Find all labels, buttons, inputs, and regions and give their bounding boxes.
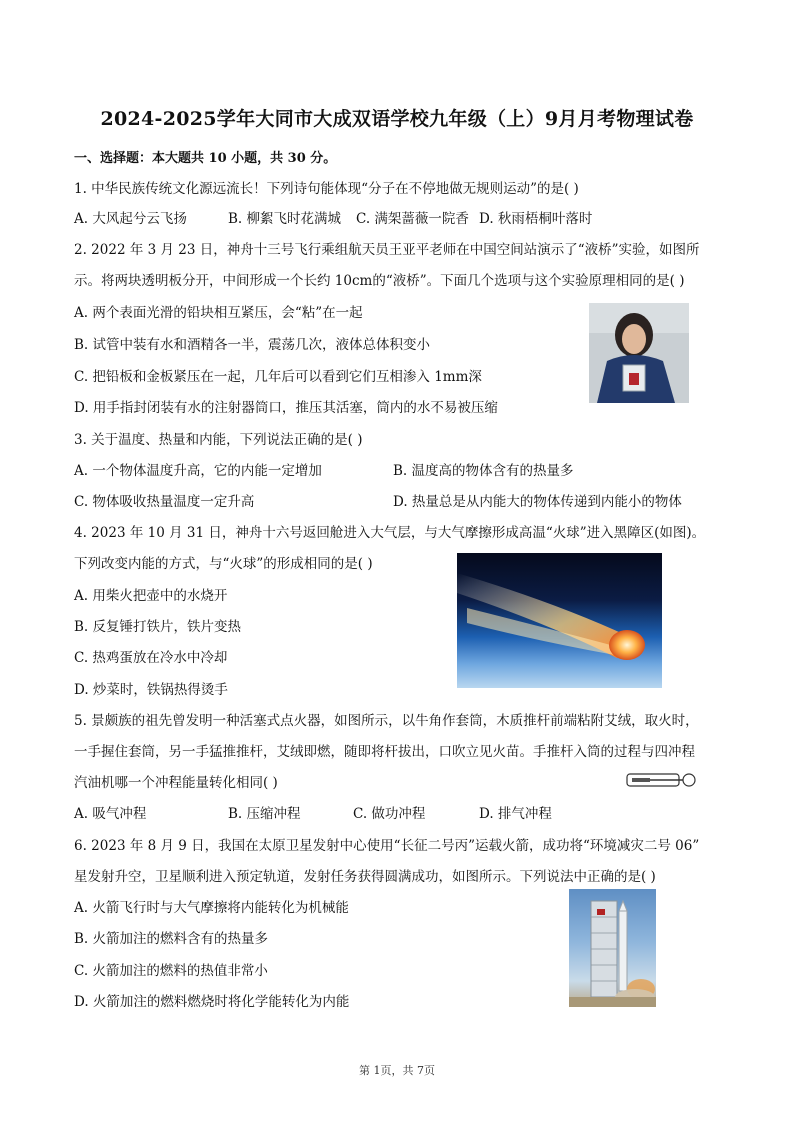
question-6-option-a: A. 火箭飞行时与大气摩擦将内能转化为机械能	[74, 900, 349, 916]
question-4-stem-line-2: 下列改变内能的方式，与“火球”的形成相同的是( )	[74, 556, 373, 572]
question-2-option-d: D. 用手指封闭装有水的注射器筒口，推压其活塞，筒内的水不易被压缩	[74, 400, 498, 416]
question-6-option-c: C. 火箭加注的燃料的热值非常小	[74, 963, 268, 979]
question-4-option-c: C. 热鸡蛋放在冷水中冷却	[74, 650, 228, 666]
question-6-option-d: D. 火箭加注的燃料燃烧时将化学能转化为内能	[74, 994, 350, 1010]
question-3-option-a: A. 一个物体温度升高，它的内能一定增加	[74, 463, 322, 479]
question-2-stem-line-2: 示。将两块透明板分开，中间形成一个长约 10cm的“液桥”。下面几个选项与这个实验原理相同的是( )	[74, 273, 685, 289]
question-3-option-c: C. 物体吸收热量温度一定升高	[74, 494, 255, 510]
question-4-option-b: B. 反复锤打铁片，铁片变热	[74, 619, 242, 635]
question-1-option-d: D. 秋雨梧桐叶落时	[479, 211, 593, 227]
question-3-option-b: B. 温度高的物体含有的热量多	[393, 463, 574, 479]
question-6-stem-line-2: 星发射升空，卫星顺利进入预定轨道，发射任务获得圆满成功，如图所示。下列说法中正确的是( )	[74, 869, 656, 885]
question-6-option-b: B. 火箭加注的燃料含有的热量多	[74, 931, 269, 947]
question-5-stem-line-1: 5. 景颇族的祖先曾发明一种活塞式点火器，如图所示，以牛角作套筒，木质推杆前端粘附艾绒，取火时，	[74, 713, 699, 729]
question-3-option-d: D. 热量总是从内能大的物体传递到内能小的物体	[393, 494, 682, 510]
astronaut-liquid-bridge-image	[589, 303, 689, 403]
section-heading: 一、选择题：本大题共 10 小题，共 30 分。	[74, 151, 337, 166]
reentry-fireball-image	[457, 553, 662, 688]
question-5-stem-line-2: 一手握住套筒，另一手猛推推杆，艾绒即燃，随即将杆拔出，口吹立见火苗。手推杆入筒的过程与四冲程	[74, 744, 695, 760]
question-5-option-b: B. 压缩冲程	[228, 806, 301, 822]
page-title: 2024-2025学年大同市大成双语学校九年级（上）9月月考物理试卷	[100, 108, 694, 130]
question-1-stem: 1. 中华民族传统文化源远流长！下列诗句能体现“分子在不停地做无规则运动”的是( )	[74, 181, 579, 197]
question-2-option-a: A. 两个表面光滑的铅块相互紧压，会“粘”在一起	[74, 305, 363, 321]
question-2-stem-line-1: 2. 2022 年 3 月 23 日，神舟十三号飞行乘组航天员王亚平老师在中国空间站演示了“液桥”实验，如图所	[74, 242, 700, 258]
question-3-stem: 3. 关于温度、热量和内能，下列说法正确的是( )	[74, 432, 363, 448]
question-5-option-c: C. 做功冲程	[353, 806, 426, 822]
question-1-option-a: A. 大风起兮云飞扬	[74, 211, 187, 227]
question-2-option-b: B. 试管中装有水和酒精各一半，震荡几次，液体总体积变小	[74, 337, 431, 353]
question-6-stem-line-1: 6. 2023 年 8 月 9 日，我国在太原卫星发射中心使用“长征二号丙”运载火箭，成功将“环境减灾二号 06”	[74, 838, 700, 854]
question-2-option-c: C. 把铅板和金板紧压在一起，几年后可以看到它们互相渗入 1mm深	[74, 369, 482, 385]
question-5-stem-line-3: 汽油机哪一个冲程能量转化相同( )	[74, 775, 278, 791]
question-1-option-b: B. 柳絮飞时花满城	[228, 211, 342, 227]
question-4-stem-line-1: 4. 2023 年 10 月 31 日，神舟十六号返回舱进入大气层，与大气摩擦形成高温“火球”进入黑障区(如图)。	[74, 525, 706, 541]
question-5-option-a: A. 吸气冲程	[74, 806, 147, 822]
piston-igniter-diagram	[626, 768, 696, 792]
question-1-option-c: C. 满架蔷薇一院香	[356, 211, 469, 227]
rocket-launch-image	[569, 889, 656, 1007]
question-4-option-d: D. 炒菜时，铁锅热得烫手	[74, 682, 228, 698]
page-footer: 第 1页，共 7页	[359, 1064, 435, 1077]
question-4-option-a: A. 用柴火把壶中的水烧开	[74, 588, 228, 604]
question-5-option-d: D. 排气冲程	[479, 806, 552, 822]
